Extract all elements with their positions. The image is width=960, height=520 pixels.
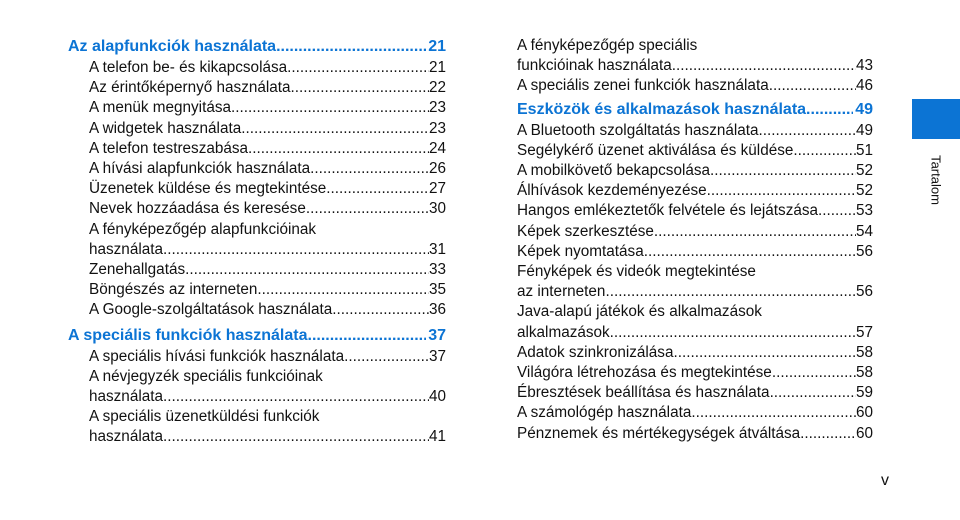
dot-leader [806, 99, 853, 121]
dot-leader [644, 242, 856, 262]
toc-entry-title: Pénznemek és mértékegységek átváltása [517, 424, 801, 442]
dot-leader [707, 181, 856, 201]
toc-page-number: 52 [855, 182, 873, 200]
toc-entry[interactable] [68, 300, 446, 320]
toc-page-number: 33 [428, 261, 446, 279]
toc-entry-title: Az alapfunkciók használata [68, 38, 277, 55]
toc-entry-title: A mobilkövető bekapcsolása [517, 162, 711, 180]
side-tab-label [912, 140, 960, 220]
toc-entry[interactable] [517, 161, 873, 181]
toc-page-number: 37 [428, 347, 446, 365]
dot-leader [344, 347, 429, 367]
dot-leader [310, 159, 429, 179]
toc-entry-title: A számológép használata [517, 404, 692, 422]
toc-page-number: 52 [855, 162, 873, 180]
dot-leader [308, 325, 427, 347]
toc-entry-title: használata [89, 388, 163, 406]
toc-entry-title: Zenehallgatás [89, 261, 186, 279]
toc-entry[interactable] [68, 179, 446, 199]
toc-page-number: 30 [428, 200, 446, 218]
dot-leader [770, 383, 856, 403]
toc-entry[interactable] [68, 119, 446, 139]
toc-page-number: 60 [855, 404, 873, 422]
toc-entry-title: A Bluetooth szolgáltatás használata [517, 121, 759, 139]
toc-entry-title: A telefon testreszabása [89, 139, 249, 157]
dot-leader [185, 260, 429, 280]
toc-entry-title: Hangos emlékeztetők felvétele és lejátszása [517, 202, 819, 220]
toc-entry[interactable] [517, 424, 873, 444]
toc-page-number: 56 [855, 283, 873, 301]
toc-entry-title: használata [89, 428, 163, 446]
toc-entry-title-line: A fényképezőgép speciális [517, 37, 698, 54]
toc-entry[interactable] [68, 280, 446, 300]
toc-entry[interactable] [68, 220, 446, 260]
toc-entry-title-line: A fényképezőgép alapfunkcióinak [89, 220, 317, 238]
toc-page-number: 58 [855, 364, 873, 382]
dot-leader [818, 201, 856, 221]
toc-entry[interactable] [68, 139, 446, 159]
toc-left-column [68, 36, 446, 448]
toc-page-number: 49 [855, 100, 873, 118]
toc-entry-title-line: A névjegyzék speciális funkcióinak [89, 367, 323, 385]
dot-leader [605, 282, 856, 302]
dot-leader [793, 141, 856, 161]
dot-leader [332, 300, 429, 320]
toc-right-column [517, 36, 873, 444]
toc-entry-title: A widgetek használata [89, 119, 242, 137]
toc-entry-title: az interneten [517, 283, 606, 301]
toc-entry[interactable] [517, 363, 873, 383]
toc-entry-title: Eszközök és alkalmazások használata [517, 100, 807, 118]
toc-entry[interactable] [517, 343, 873, 363]
toc-entry[interactable] [517, 262, 873, 302]
toc-entry-title: A speciális hívási funkciók használata [89, 347, 345, 365]
toc-page-number: 53 [855, 202, 873, 220]
toc-entry-title: A speciális funkciók használata [68, 326, 308, 344]
toc-entry-title: funkcióinak használata [517, 57, 672, 75]
toc-entry[interactable] [68, 407, 446, 447]
toc-entry-title: Világóra létrehozása és megtekintése [517, 364, 772, 382]
toc-entry[interactable] [517, 36, 873, 76]
toc-page-number: 36 [428, 301, 446, 319]
dot-leader [710, 161, 856, 181]
toc-page-number: 27 [428, 180, 446, 198]
toc-entry-title: használata [89, 240, 163, 258]
dot-leader [287, 58, 429, 78]
toc-entry[interactable] [68, 78, 446, 98]
toc-entry[interactable] [517, 121, 873, 141]
toc-entry-title: Nevek hozzáadása és keresése [89, 200, 306, 218]
toc-entry-title: A hívási alapfunkciók használata [89, 160, 311, 178]
toc-page-number: 54 [855, 222, 873, 240]
toc-page-number: 23 [428, 119, 446, 137]
toc-entry-title: Segélykérő üzenet aktiválása és küldése [517, 141, 794, 159]
toc-entry[interactable] [68, 159, 446, 179]
toc-page-number: 31 [428, 240, 446, 258]
toc-entry[interactable] [517, 222, 873, 242]
dot-leader [291, 78, 429, 98]
toc-page-number: 26 [428, 160, 446, 178]
toc-entry[interactable] [517, 242, 873, 262]
toc-page-number: 58 [855, 343, 873, 361]
toc-page-number: 57 [855, 323, 873, 341]
page-number: v [881, 472, 889, 489]
toc-entry[interactable] [68, 199, 446, 219]
toc-entry-title-line: Java-alapú játékok és alkalmazások [517, 303, 762, 321]
toc-entry-title: Üzenetek küldése és megtekintése [89, 180, 327, 198]
dot-leader [163, 387, 429, 407]
toc-section-heading[interactable] [68, 36, 446, 58]
toc-page-number: 22 [428, 79, 446, 97]
dot-leader [163, 427, 429, 447]
toc-page-number: 21 [428, 59, 446, 76]
toc-entry[interactable] [68, 347, 446, 367]
toc-entry[interactable] [517, 141, 873, 161]
toc-page-number: 59 [855, 384, 873, 402]
toc-entry[interactable] [68, 260, 446, 280]
toc-section-heading[interactable] [68, 325, 446, 347]
dot-leader [800, 424, 856, 444]
toc-entry-title: Álhívások kezdeményezése [517, 182, 707, 200]
toc-entry[interactable] [517, 383, 873, 403]
dot-leader [672, 56, 856, 76]
toc-section-heading[interactable] [517, 99, 873, 121]
toc-entry-title: A menük megnyitása [89, 99, 231, 117]
side-tab-marker [912, 99, 960, 139]
toc-entry[interactable] [68, 58, 446, 78]
toc-entry-title: Ébresztések beállítása és használata [517, 384, 770, 402]
toc-entry-title: A Google-szolgáltatások használata [89, 301, 333, 319]
toc-entry[interactable] [68, 98, 446, 118]
toc-entry[interactable] [517, 302, 873, 342]
toc-page-number: 37 [428, 326, 446, 344]
toc-page-number: 46 [855, 77, 873, 95]
toc-page-number: 23 [428, 99, 446, 117]
toc-entry-title: A speciális zenei funkciók használata [517, 77, 769, 95]
dot-leader [276, 36, 426, 58]
toc-page-number: 24 [428, 139, 446, 157]
toc-page-number: 35 [428, 281, 446, 299]
toc-page-number: 43 [855, 57, 873, 75]
dot-leader [163, 240, 429, 260]
toc-page-number: 51 [855, 141, 873, 159]
toc-entry-title: Adatok szinkronizálása [517, 343, 674, 361]
toc-page-number: 56 [855, 242, 873, 260]
dot-leader [248, 139, 429, 159]
toc-entry[interactable] [517, 403, 873, 423]
toc-entry-title: Böngészés az interneten [89, 281, 258, 299]
toc-entry-title-line: Fényképek és videók megtekintése [517, 263, 756, 281]
toc-entry-title-line: A speciális üzenetküldési funkciók [89, 408, 320, 426]
toc-entry-title: Képek szerkesztése [517, 222, 654, 240]
dot-leader [231, 98, 429, 118]
toc-page-number: 60 [855, 424, 873, 442]
toc-entry[interactable] [68, 367, 446, 407]
dot-leader [306, 199, 429, 219]
dot-leader [691, 403, 856, 423]
dot-leader [654, 222, 856, 242]
dot-leader [257, 280, 429, 300]
dot-leader [759, 121, 856, 141]
dot-leader [326, 179, 429, 199]
toc-entry-title: alkalmazások [517, 323, 610, 341]
dot-leader [772, 363, 856, 383]
toc-entry[interactable] [517, 76, 873, 96]
toc-page-number: 49 [855, 121, 873, 139]
toc-entry[interactable] [517, 181, 873, 201]
toc-page-number: 41 [428, 428, 446, 446]
dot-leader [769, 76, 856, 96]
dot-leader [673, 343, 856, 363]
dot-leader [241, 119, 429, 139]
dot-leader [610, 323, 856, 343]
toc-page-number: 40 [428, 388, 446, 406]
toc-entry-title: Képek nyomtatása [517, 242, 644, 260]
toc-page-number: 21 [428, 38, 446, 55]
side-tab-text: Tartalom [928, 155, 944, 205]
toc-entry-title: A telefon be- és kikapcsolása [89, 59, 288, 76]
toc-entry[interactable] [517, 201, 873, 221]
toc-entry-title: Az érintőképernyő használata [89, 79, 291, 97]
